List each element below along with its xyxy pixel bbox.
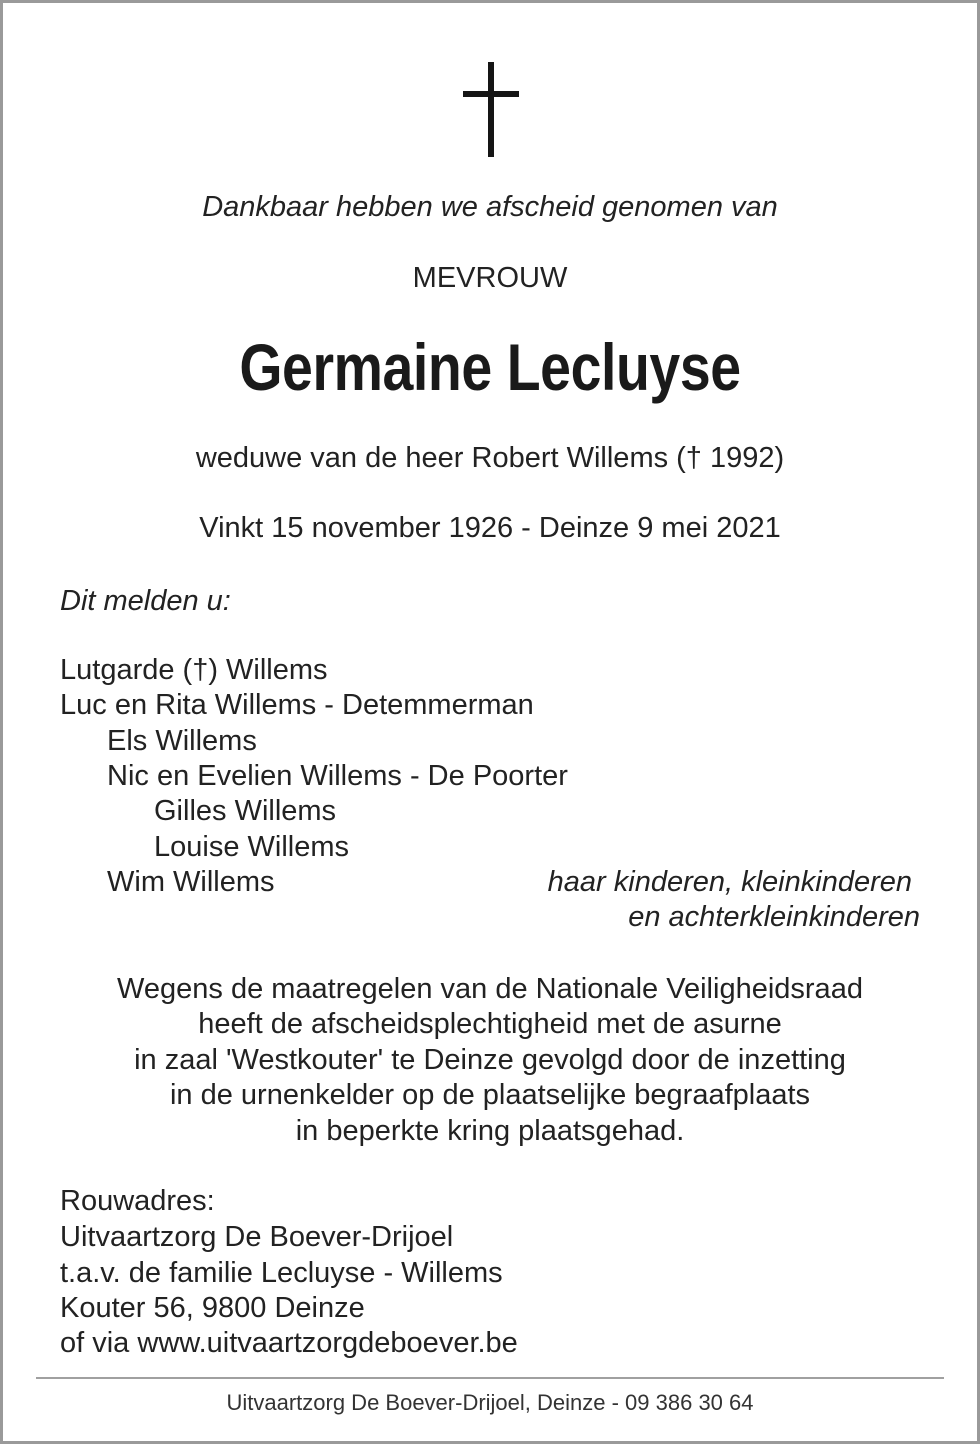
- family-member: Nic en Evelien Willems - De Poorter: [107, 760, 568, 792]
- divider: [36, 1377, 944, 1379]
- notice-line: heeft de afscheidsplechtigheid met de asurne: [198, 1008, 782, 1040]
- family-relation: en achterkleinkinderen: [628, 901, 920, 933]
- intro-text: Dankbaar hebben we afscheid genomen van: [202, 191, 778, 223]
- family-member: Els Willems: [107, 725, 257, 757]
- family-member: Gilles Willems: [154, 795, 337, 827]
- dates-text: Vinkt 15 november 1926 - Deinze 9 mei 2021: [199, 512, 781, 544]
- notice-line: in zaal 'Westkouter' te Deinze gevolgd door de inzetting: [134, 1044, 846, 1076]
- address-line: t.a.v. de familie Lecluyse - Willems: [60, 1257, 503, 1289]
- spouse-text: weduwe van de heer Robert Willems († 1992): [195, 442, 785, 474]
- notice-line: Wegens de maatregelen van de Nationale Veiligheidsraad: [117, 973, 863, 1005]
- notice-line: in de urnenkelder op de plaatselijke begraafplaats: [169, 1079, 811, 1111]
- cross-vertical: [488, 62, 494, 157]
- footer-text: Uitvaartzorg De Boever-Drijoel, Deinze - 09 386 30 64: [226, 1390, 754, 1415]
- cross-horizontal: [463, 91, 519, 97]
- family-member: Lutgarde (†) Willems: [60, 654, 328, 686]
- family-member: Luc en Rita Willems - Detemmerman: [60, 689, 534, 721]
- deceased-name: Germaine Lecluyse: [239, 330, 741, 404]
- family-member: Wim Willems: [107, 866, 275, 898]
- address-website: of via www.uitvaartzorgdeboever.be: [60, 1327, 518, 1359]
- address-line: Uitvaartzorg De Boever-Drijoel: [60, 1221, 454, 1253]
- family-intro: Dit melden u:: [60, 585, 231, 617]
- address-label: Rouwadres:: [60, 1185, 215, 1217]
- notice-line: in beperkte kring plaatsgehad.: [295, 1115, 685, 1147]
- family-relation: haar kinderen, kleinkinderen: [547, 866, 912, 898]
- address-line: Kouter 56, 9800 Deinze: [60, 1292, 365, 1324]
- family-member: Louise Willems: [154, 831, 349, 863]
- title-prefix: MEVROUW: [412, 262, 568, 294]
